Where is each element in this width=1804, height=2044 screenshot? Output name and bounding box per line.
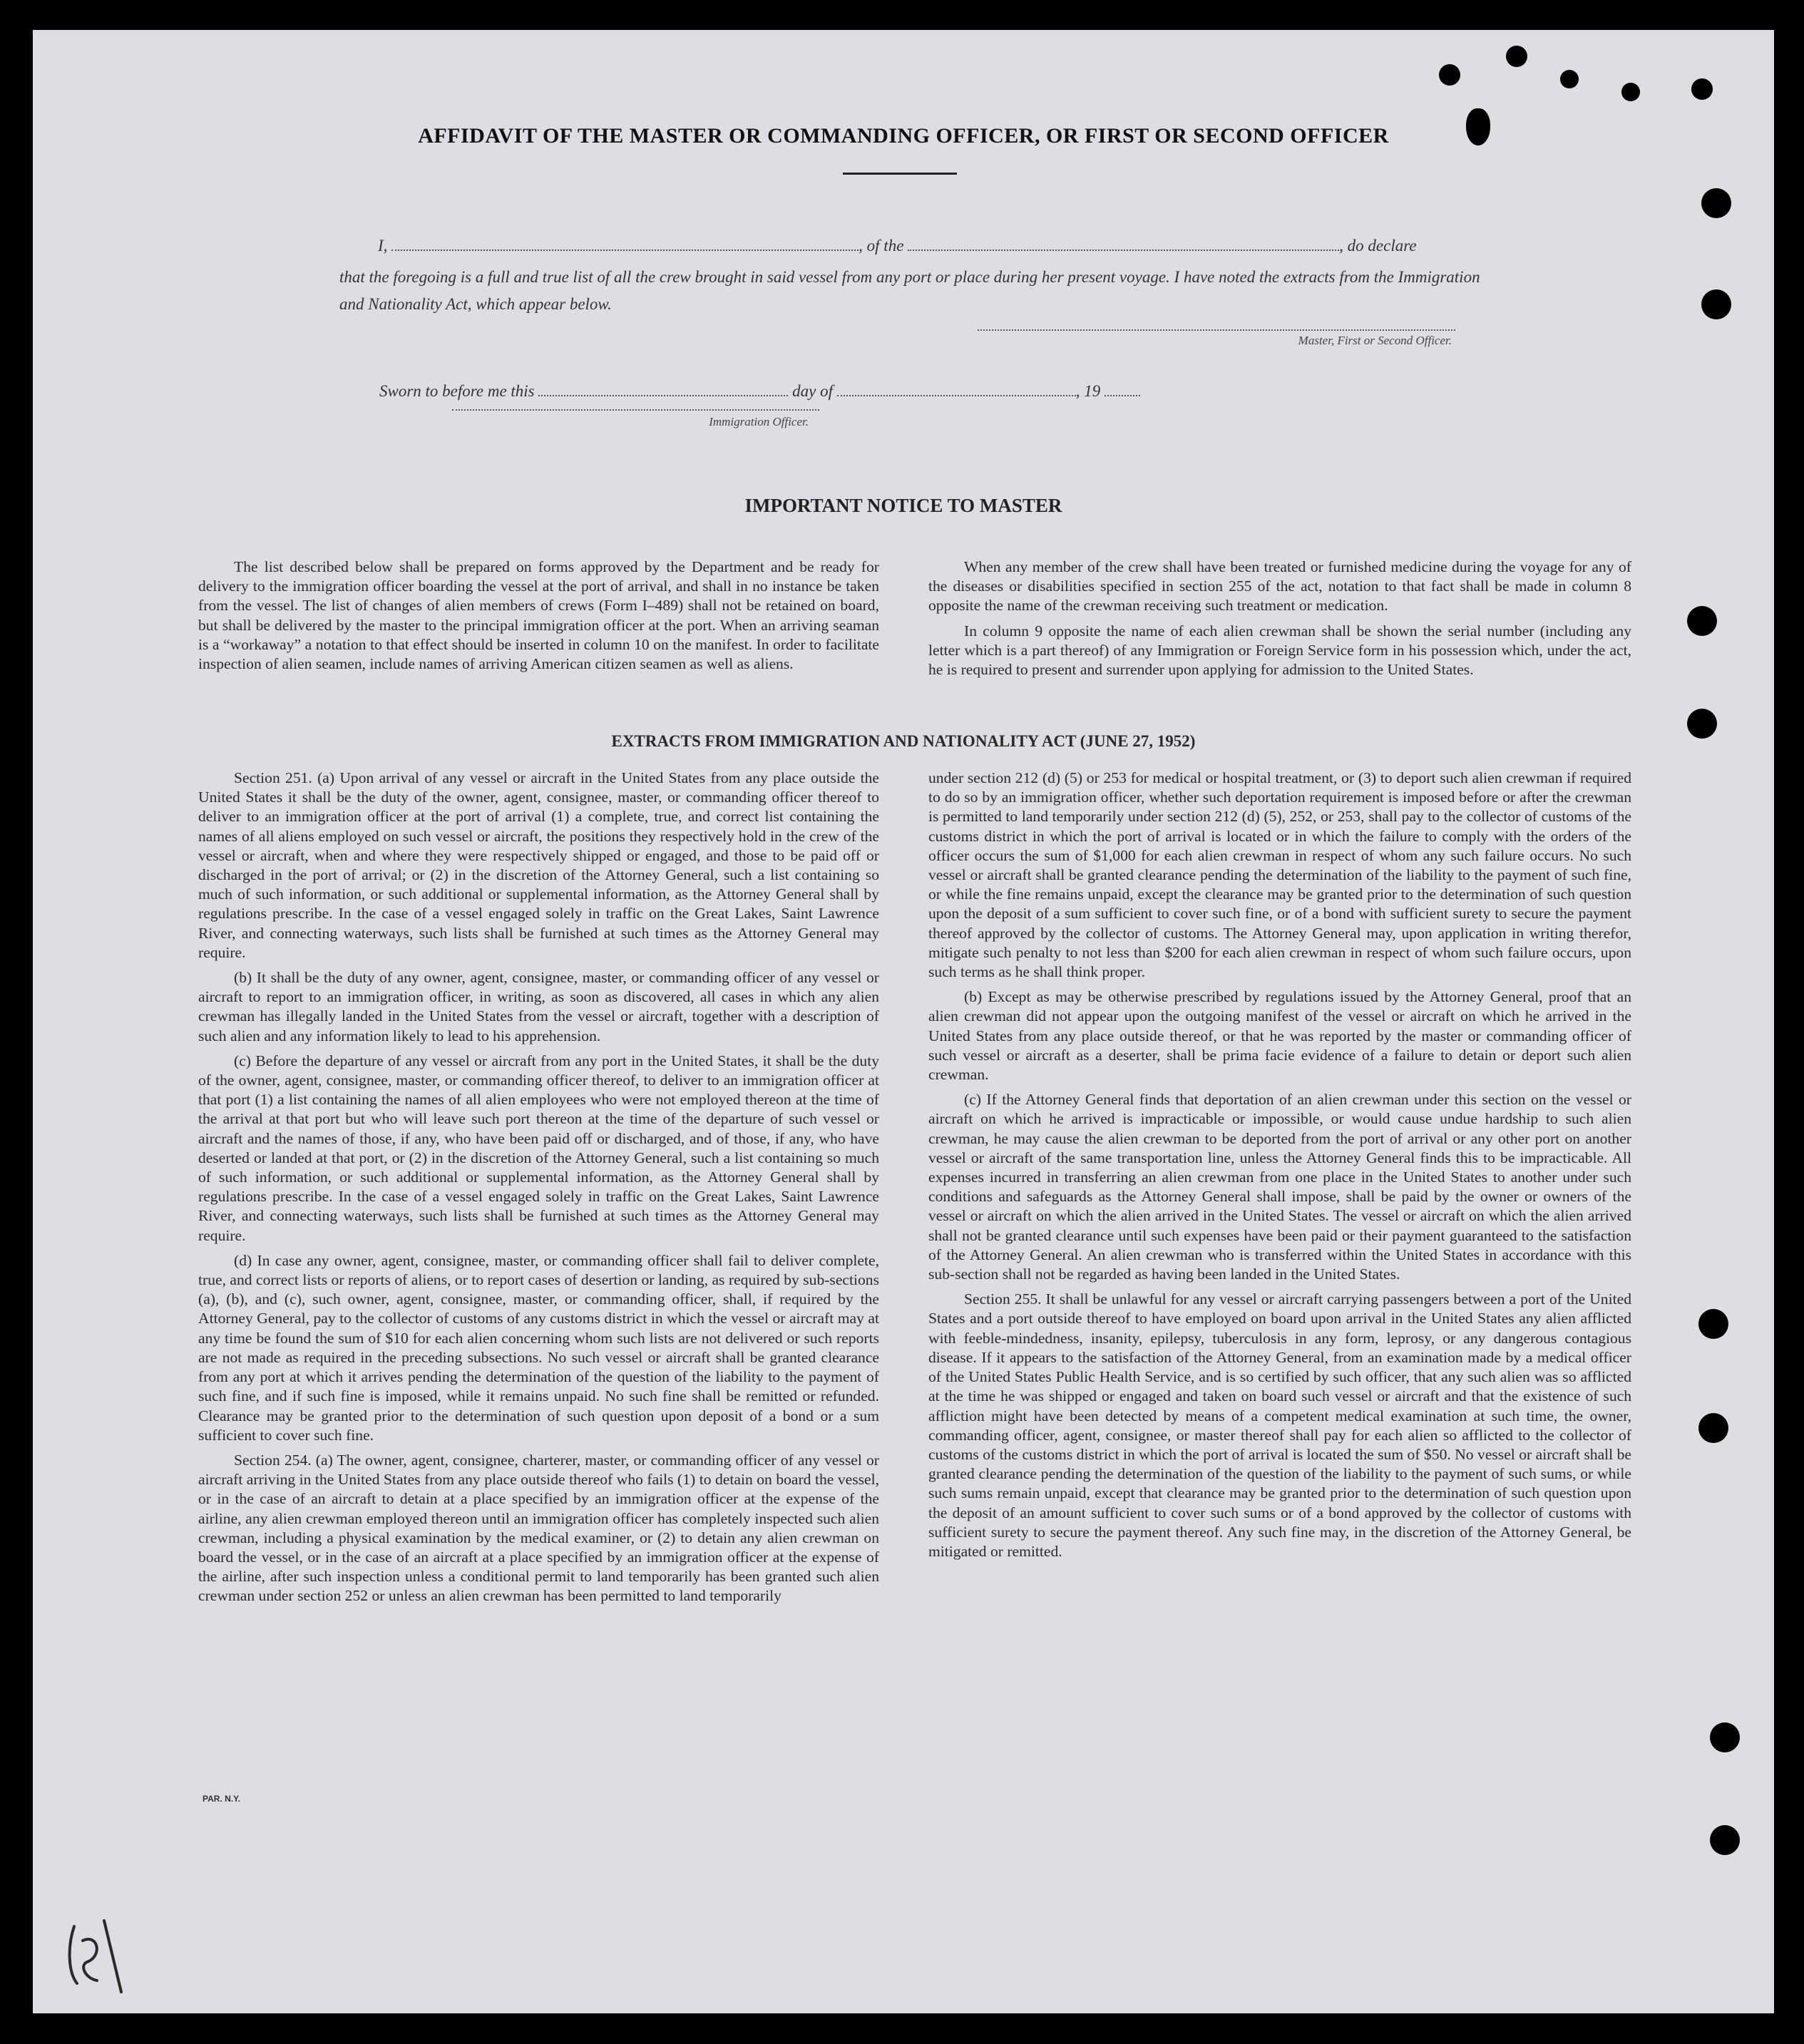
notice-left-column (198, 558, 879, 679)
punch-hole (1701, 188, 1731, 218)
extracts-right-column (928, 769, 1631, 1567)
name-field[interactable] (391, 250, 859, 251)
do-declare-label: , do declare (1339, 237, 1417, 255)
of-the-label: , of the (859, 237, 904, 255)
ink-blot (1560, 70, 1579, 88)
handwritten-mark (61, 1912, 125, 1998)
sworn-label: Sworn to before me this (379, 382, 535, 400)
extract-paragraph: (d) In case any owner, agent, consignee, master, or commanding officer shall fail to deliver complete, true, and correct lists or reports of aliens, or to report cases of desertion or landing, as required by sub-sections (a), (b), and (c), such owner, agent, consignee, master, or commanding officer, shall, if required by the Attorney General, pay to the collector of customs of any customs district in which the vessel or aircraft may at any time be found the sum of $10 for each alien concerning whom such lists are not delivered or such reports are not made as required in the preceding subsections. No such vessel or aircraft shall be granted clearance from any port at which it arrives pending the determination of the question of the liability to the payment of such fine, and if such fine is imposed, while it remains unpaid. No such fine shall be remitted or refunded. Clearance may be granted prior to the determination of such question upon deposit of a bond or a sum sufficient to cover such fine. (198, 1251, 879, 1444)
i-label: I, (378, 237, 388, 255)
ink-blot (1439, 64, 1460, 86)
extract-paragraph: under section 212 (d) (5) or 253 for medical or hospital treatment, or (3) to deport such alien crewman if required to do so by an immigration officer, whether such deportation requirement is imposed before or after the crewman is permitted to land temporarily under section 212 (d) (5), 252, or 253, shall pay to the collector of customs of the customs district in which the port of arrival is located or in which the failure to comply with the orders of the officer occurs the sum of $1,000 for each alien crewman in respect of whom any such failure occurs. No such vessel or aircraft shall be granted clearance pending the determination of the liability to the payment of such fine, or while the fine remains unpaid, except the clearance may be granted prior to the determination of such question upon the deposit of a sum sufficient to cover such fine, or of a bond with sufficient surety to secure the payment thereof approved by the collector of customs. The Attorney General may, upon application in writing therefor, mitigate such penalty to not less than $200 for each alien crewman in respect of whom such failure occurs, upon such terms as he shall think proper. (928, 769, 1631, 981)
notice-right-column (928, 558, 1631, 685)
sworn-month-field[interactable] (837, 395, 1076, 396)
declaration-text: that the foregoing is a full and true list of all the crew brought in said vessel from any port or place during her present voyage. I have noted the extracts from the Immigration and Nationality Act, which appear below. (339, 268, 1480, 313)
affidavit-title: AFFIDAVIT OF THE MASTER OR COMMANDING OFFICER, OR FIRST OR SECOND OFFICER (418, 124, 1389, 148)
declaration-line (378, 237, 1490, 255)
signature-label: Master, First or Second Officer. (1298, 334, 1452, 347)
punch-hole (1710, 1825, 1740, 1855)
ink-blot (1691, 78, 1713, 100)
extract-paragraph: (b) It shall be the duty of any owner, agent, consignee, master, or commanding officer of any vessel or aircraft to report to an immigration officer, in writing, as soon as discovered, all cases in which any alien crewman has illegally landed in the United States from the vessel or aircraft, together with a description of such alien and any information likely to lead to his apprehension. (198, 969, 879, 1044)
punch-hole (1687, 606, 1717, 636)
officer-label: Immigration Officer. (709, 415, 809, 428)
notice-paragraph: When any member of the crew shall have been treated or furnished medicine during the voyage for any of the diseases or disabilities specified in section 255 of the act, notation to that fact shall be made in column 8 opposite the name of the crewman receiving such treatment or medication. (928, 558, 1631, 615)
extract-paragraph: Section 251. (a) Upon arrival of any vessel or aircraft in the United States from any place outside the United States it shall be the duty of the owner, agent, consignee, master, or commanding officer thereof to deliver to an immigration officer at the port of arrival (1) a complete, true, and correct list containing the names of all aliens employed on such vessel or aircraft, the positions they respectively hold in the crew of the vessel or aircraft, when and where they were respectively shipped or engaged, and those to be paid off or discharged in the port of arrival; or (2) in the discretion of the Attorney General, such a list containing so much of such information, or such additional or supplemental information, as the Attorney General shall by regulations prescribe. In the case of a vessel engaged solely in traffic on the Great Lakes, Saint Lawrence River, and connecting waterways, such lists shall be furnished at such times as the Attorney General may require. (198, 769, 879, 961)
vessel-field[interactable] (908, 250, 1339, 251)
sworn-day-field[interactable] (538, 395, 788, 396)
punch-hole (1701, 289, 1731, 319)
notice-paragraph: The list described below shall be prepared on forms approved by the Department and be ready for delivery to the immigration officer boarding the vessel at the port of arrival, and shall in no instance be taken from the vessel. The list of changes of alien members of crews (Form I–489) shall not be retained on board, but shall be delivered by the master to the principal immigration officer at the port. When an arriving seaman is a “workaway” a notation to that effect should be inserted in column 10 on the manifest. In order to facilitate inspection of alien seamen, include names of arriving American citizen seamen as well as aliens. (198, 558, 879, 673)
officer-signature-line[interactable] (452, 409, 819, 411)
day-of-label: day of (792, 382, 833, 400)
document-page (33, 30, 1774, 2013)
extract-paragraph: (c) If the Attorney General finds that deportation of an alien crewman under this section on the vessel or aircraft on which he arrived is impracticable or impossible, or would cause undue hardship to such alien crewman, he may cause the alien crewman to be deported from the port of arrival or any other port on another vessel or aircraft of the same transportation line, unless the Attorney General finds this to be impracticable. All expenses incurred in transferring an alien crewman from one place in the United States to another under such conditions and safeguards as the Attorney General shall impose, shall be paid by the owner or owners of the vessel or aircraft on which the alien arrived in the United States. The vessel or aircraft on which the alien arrived shall not be granted clearance until such expenses have been paid or their payment guaranteed to the satisfaction of the Attorney General. An alien crewman who is transferred within the United States in accordance with this sub-section shall not be regarded as having been landed in the United States. (928, 1091, 1631, 1283)
printer-mark: PAR. N.Y. (203, 1794, 241, 1804)
extract-paragraph: Section 254. (a) The owner, agent, consignee, charterer, master, or commanding officer of any vessel or aircraft arriving in the United States from any place outside thereof who fails (1) to detain on board the vessel, or in the case of an aircraft to detain at a place specified by an immigration officer at the expense of the airline, any alien crewman employed thereon until an immigration officer has completely inspected such alien crewman, including a physical examination by the medical examiner, or (2) to detain any alien crewman on board the vessel, or in the case of an aircraft at a place specified by an immigration officer at the expense of the airline, after such inspection unless a conditional permit to land temporarily has been granted such alien crewman under section 252 or unless an alien crewman has been permitted to land temporarily (198, 1451, 879, 1605)
extract-paragraph: (c) Before the departure of any vessel or aircraft from any port in the United States, it shall be the duty of the owner, agent, consignee, master, or commanding officer thereof, to deliver to an immigration officer at that port (1) a list containing the names of all alien employees who were not employed thereon at the time of the arrival at that port but who will leave such port thereon at the time of the departure of such vessel or aircraft and the names of those, if any, who have been paid off or discharged, and of those, if any, who have deserted or landed at that port, or (2) in the discretion of the Attorney General, such a list containing so much of such information, or such additional or supplemental information, as the Attorney General shall by regulations prescribe. In the case of a vessel engaged solely in traffic on the Great Lakes, Saint Lawrence River, and connecting waterways, such lists shall be furnished at such times as the Attorney General may require. (198, 1052, 879, 1244)
punch-hole (1710, 1722, 1740, 1752)
notice-title: IMPORTANT NOTICE TO MASTER (744, 495, 1062, 516)
extracts-left-column (198, 769, 879, 1612)
title-underline (843, 173, 957, 175)
punch-hole (1698, 1309, 1728, 1339)
punch-hole (1698, 1413, 1728, 1443)
sworn-year-field[interactable] (1105, 395, 1140, 396)
extracts-title: EXTRACTS FROM IMMIGRATION AND NATIONALITY ACT (JUNE 27, 1952) (611, 732, 1196, 750)
extract-paragraph: Section 255. It shall be unlawful for any vessel or aircraft carrying passengers between a port of the United States and a port outside thereof to have employed on board upon arrival in the United States any alien afflicted with feeble-mindedness, insanity, epilepsy, tuberculosis in any form, leprosy, or any dangerous contagious disease. If it appears to the satisfaction of the Attorney General, from an examination made by a medical officer of the United States Public Health Service, and is so certified by such officer, that any such alien was so afflicted at the time he was shipped or engaged and taken on board such vessel or aircraft and that the existence of such affliction might have been detected by means of a competent medical examination at such time, the owner, commanding officer, agent, consignee, or master thereof shall pay for each alien so afflicted to the collector of customs of the customs district in which the port of arrival is located the sum of $50. No vessel or aircraft shall be granted clearance pending the determination of the question of the liability to the payment of such sums, or while such sums remain unpaid, except that clearance may be granted prior to the determination of such question upon the deposit of an amount sufficient to cover such sums or of a bond approved by the collector of customs with sufficient surety to secure the payment thereof. Any such fine may, in the discretion of the Attorney General, be mitigated or remitted. (928, 1290, 1631, 1560)
ink-blot (1506, 46, 1527, 67)
extract-paragraph: (b) Except as may be otherwise prescribed by regulations issued by the Attorney General, proof that an alien crewman did not appear upon the outgoing manifest of the vessel or aircraft on which he arrived in the United States from any place outside thereof, or that he was reported by the master or commanding officer of such vessel or aircraft as a deserter, shall be prima facie evidence of a failure to detain or deport such alien crewman. (928, 988, 1631, 1084)
notice-paragraph: In column 9 opposite the name of each alien crewman shall be shown the serial number (including any letter which is a part thereof) of any Immigration or Foreign Service form in his possession which, under the act, he is required to present and surrender upon applying for admission to the United States. (928, 622, 1631, 679)
sworn-line (379, 382, 1235, 401)
ink-blot (1621, 83, 1640, 101)
year-label: , 19 (1075, 382, 1101, 400)
signature-line[interactable] (978, 329, 1455, 331)
